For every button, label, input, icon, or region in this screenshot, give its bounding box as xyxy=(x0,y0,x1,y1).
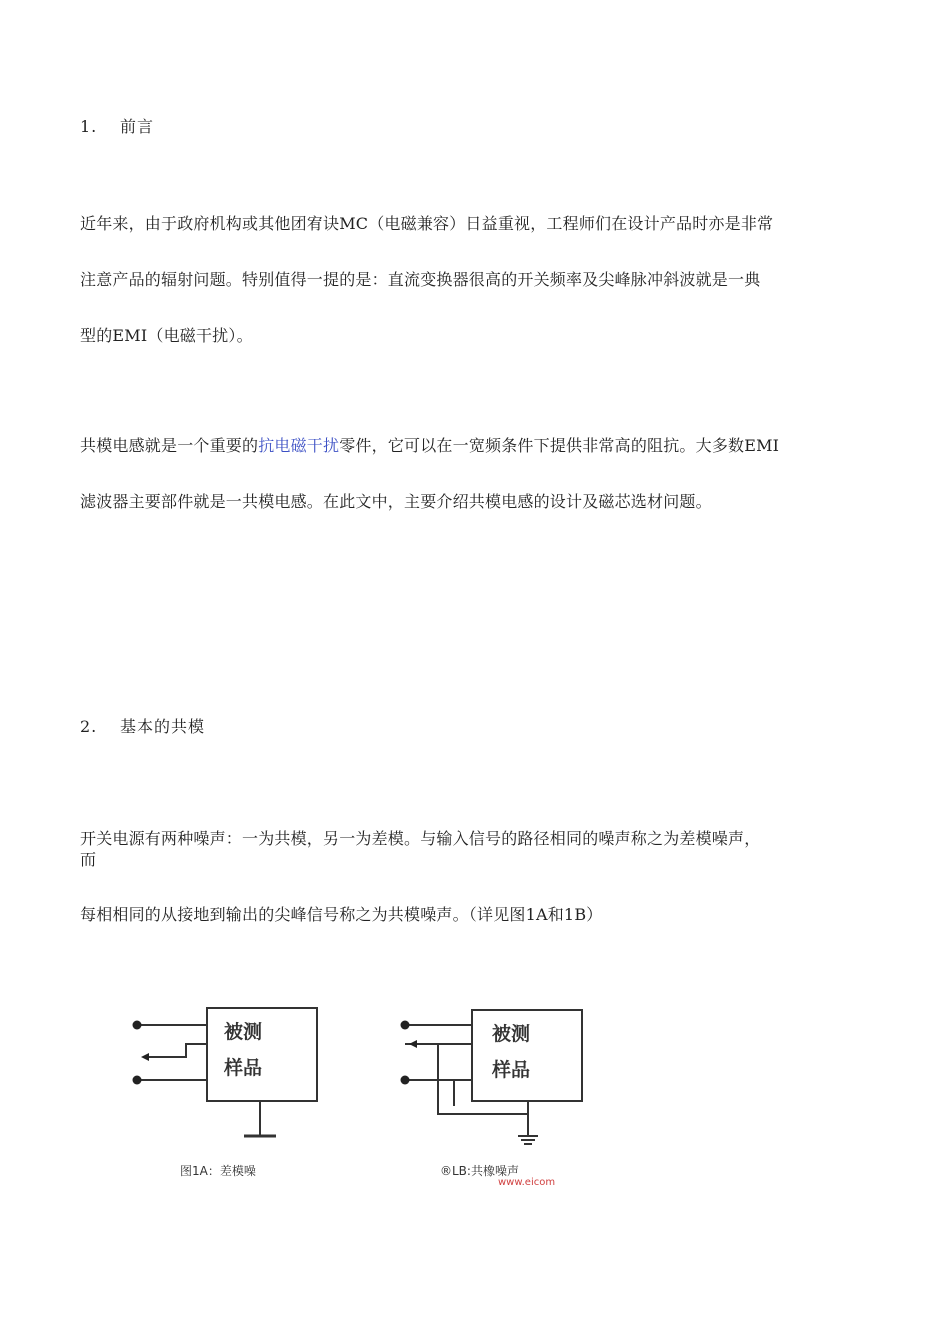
paragraph-line: 型的EMI（电磁干扰）。 xyxy=(80,326,253,345)
box-label: 被测 xyxy=(492,1023,531,1045)
paragraph-line: 每相相同的从接地到输出的尖峰信号称之为共模噪声。（详见图1A和1B） xyxy=(80,905,603,924)
section-number: 2. xyxy=(80,717,98,736)
box-label: 样品 xyxy=(492,1059,531,1081)
figure-caption-right: ®LB:共橡噪声 xyxy=(440,1164,519,1178)
section-number: 1. xyxy=(80,117,98,136)
terminal-dot xyxy=(401,1076,410,1085)
paragraph-line: 而 xyxy=(80,850,97,869)
figure-1 xyxy=(120,1000,600,1190)
paragraph-line: 注意产品的辐射问题。特别值得一提的是：直流变换器很高的开关频率及尖峰脉冲斜波就是一典 xyxy=(80,270,761,289)
box-label: 样品 xyxy=(224,1057,263,1079)
paragraph-line: 近年来，由于政府机构或其他团宥诀MC（电磁兼容）日益重视，工程师们在设计产品时亦是非常 xyxy=(80,214,774,233)
paragraph-line: 滤波器主要部件就是一共模电感。在此文中，主要介绍共模电感的设计及磁芯选材问题。 xyxy=(80,492,712,511)
watermark: www.eicom xyxy=(498,1177,556,1188)
terminal-dot xyxy=(401,1021,410,1030)
section-heading-2 xyxy=(80,714,205,737)
box-label: 被测 xyxy=(224,1021,263,1043)
terminal-dot xyxy=(133,1021,142,1030)
paragraph-line: 开关电源有两种噪声：一为共模，另一为差模。与输入信号的路径相同的噪声称之为差模噪声， xyxy=(80,829,761,848)
section-heading-1 xyxy=(80,114,154,137)
text-span: 共模电感就是一个重要的 xyxy=(80,436,259,455)
inline-link[interactable]: 抗电磁干扰 xyxy=(258,436,340,455)
text-span: 零件，它可以在一宽频条件下提供非常高的阻抗。大多数EMI xyxy=(339,436,780,455)
section-title: 基本的共模 xyxy=(120,717,206,736)
arrow-head xyxy=(409,1040,417,1048)
paragraph-line xyxy=(80,433,779,456)
figure-caption-left: 图1A：差模噪 xyxy=(180,1164,256,1178)
section-title: 前言 xyxy=(120,117,155,136)
terminal-dot xyxy=(133,1076,142,1085)
arrow-head xyxy=(141,1053,149,1061)
